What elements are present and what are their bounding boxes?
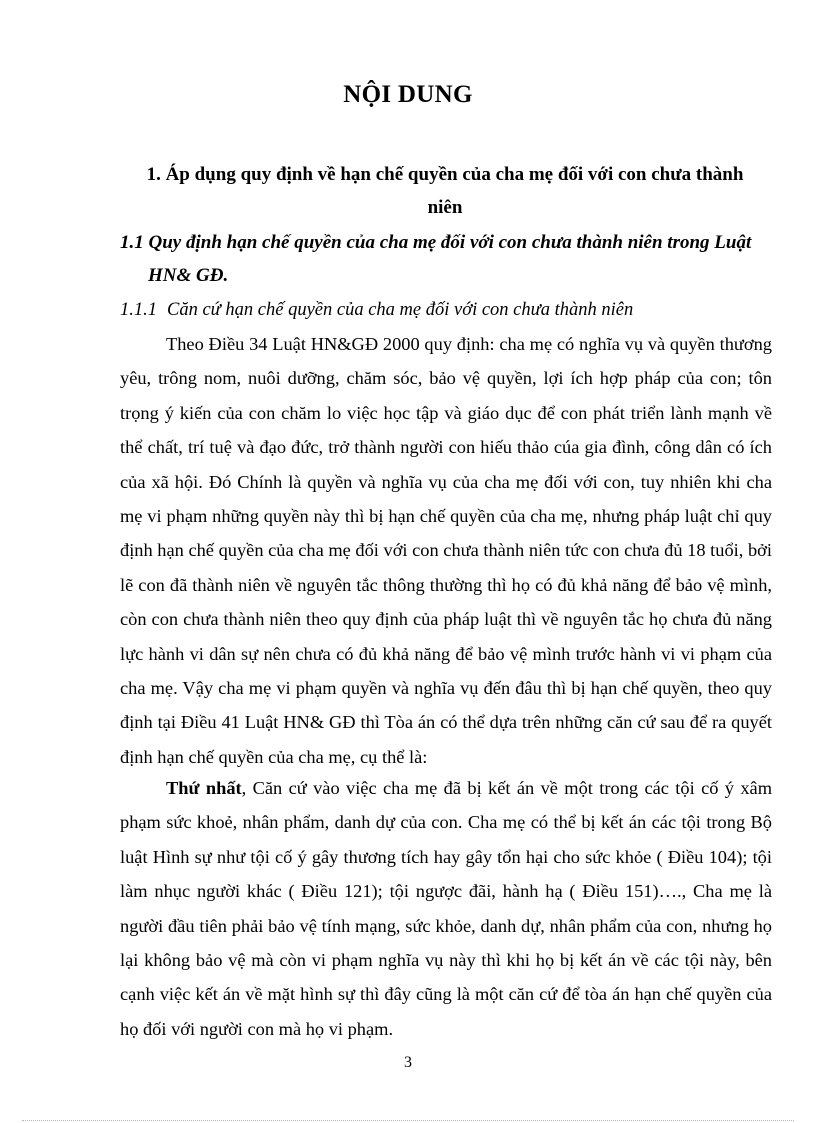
- page-bottom-border: [22, 1120, 794, 1121]
- body-paragraph: Theo Điều 34 Luật HN&GĐ 2000 quy định: cha mẹ có nghĩa vụ và quyền thương yêu, trông nom, nuôi dưỡng, chăm sóc, bảo vệ quyền, lợi ích hợp pháp của con; tôn trọng ý kiến của con chăm lo việc học tập và giáo dục để con phát triển lành mạnh về thể chất, trí tuệ và đạo đức, trở thành người con hiếu thảo cúa gia đình, công dân có ích của xã hội. Đó Chính là quyền và nghĩa vụ của cha mẹ đối với con, tuy nhiên khi cha mẹ vi phạm những quyền này thì bị hạn chế quyền của cha mẹ, nhưng pháp luật chỉ quy định hạn chế quyền của cha mẹ đối với con chưa thành niên tức con chưa đủ 18 tuổi, bởi lẽ con đã thành niên về nguyên tắc thông thường thì họ có đủ khả năng để bảo vệ mình, còn con chưa thành niên theo quy định của pháp luật thì về nguyên tắc họ chưa đủ năng lực hành vi dân sự nên chưa có đủ khả năng để bảo vệ mình trước hành vi vi phạm của cha mẹ. Vậy cha mẹ vi phạm quyền và nghĩa vụ đến đâu thì bị hạn chế quyền, theo quy định tại Điều 41 Luật HN& GĐ thì Tòa án có thể dựa trên những căn cứ sau để ra quyết định hạn chế quyền của cha mẹ, cụ thể là:: [120, 334, 772, 767]
- section-heading-1: 1. Áp dụng quy định về hạn chế quyền của cha mẹ đối với con chưa thành niên: [146, 164, 744, 218]
- section-heading-1-1-line2: HN& GĐ.: [148, 265, 229, 286]
- section-heading-1-1: [120, 226, 760, 292]
- section-heading-text: Căn cứ hạn chế quyền của cha mẹ đối với con chưa thành niên: [167, 300, 634, 320]
- paragraph-text: , Căn cứ vào việc cha mẹ đã bị kết án về một trong các tội cố ý xâm phạm sức khoẻ, nhân phẩm, danh dự của con. Cha mẹ có thể bị kết án các tội trong Bộ luật Hình sự như tội cố ý gây thương tích hay gây tổn hại cho sức khỏe ( Điều 104); tội làm nhục người khác ( Điều 121); tội ngược đãi, hành hạ ( Điều 151)…., Cha mẹ là người đầu tiên phải bảo vệ tính mạng, sức khỏe, danh dự, nhân phẩm của con, nhưng họ lại không bảo vệ mà còn vi phạm nghĩa vụ này thì khi họ bị kết án về các tội này, bên cạnh việc kết án về mặt hình sự thì đây cũng là một căn cứ để tòa án hạn chế quyền của họ đối với người con mà họ vi phạm.: [120, 778, 772, 1039]
- page-number: 3: [404, 1054, 412, 1071]
- section-number: 1.1.1: [120, 300, 157, 320]
- page-title: NỘI DUNG: [343, 81, 473, 108]
- section-heading-1-1-line1: 1.1 Quy định hạn chế quyền của cha mẹ đối với con chưa thành niên trong Luật: [120, 232, 752, 253]
- paragraph-lead: Thứ nhất: [166, 778, 242, 798]
- section-heading-1-1-1: [120, 294, 760, 327]
- body-paragraph: [120, 771, 772, 1046]
